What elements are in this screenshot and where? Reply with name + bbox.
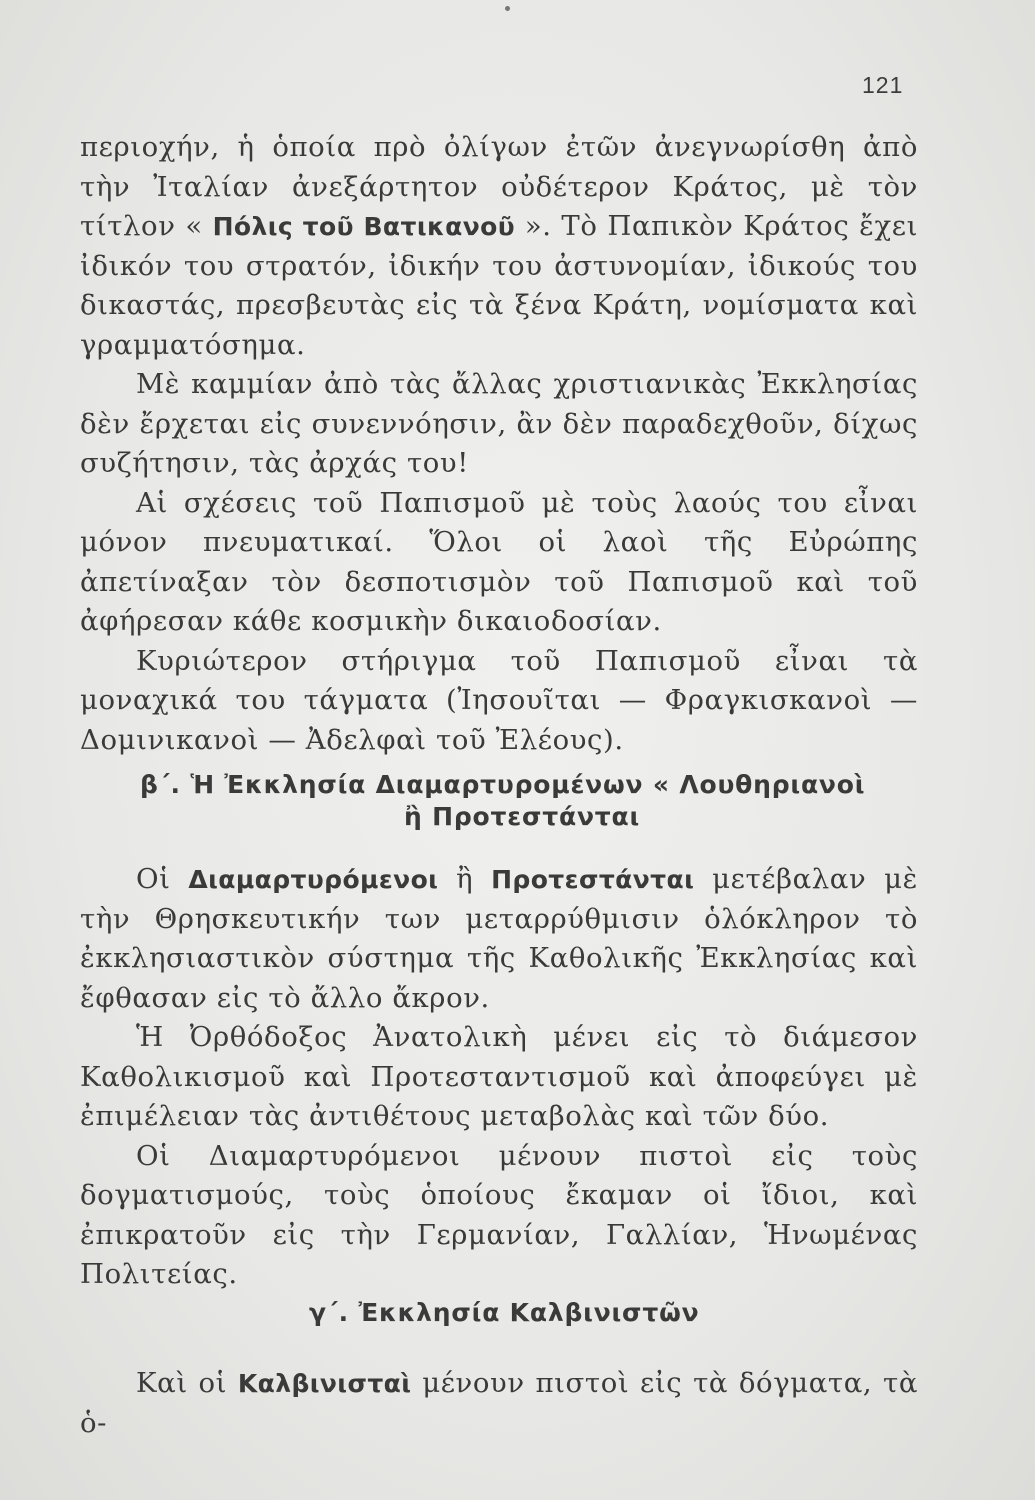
- paragraph-protestant-regions: Οἱ Διαμαρτυρόμενοι μένουν πιστοὶ εἰς τοὺς δογματισμούς, τοὺς ὁποίους ἔκαμαν οἱ ἴδιοι, καὶ ἐπικρατοῦν εἰς τὴν Γερμανίαν, Γαλλίαν, Ἡνωμένας Πολιτείας.: [80, 1139, 918, 1290]
- heading-protestants-line-2: ἢ Προτεστάνται: [404, 802, 641, 831]
- paragraph-protestant-reform: [80, 860, 918, 1018]
- vatican-city-title: Πόλις τοῦ Βατικανοῦ: [212, 212, 516, 241]
- text-block-protestants: [80, 860, 918, 1295]
- paragraph-vatican-state: [80, 128, 918, 365]
- paragraph-other-churches: Μὲ καμμίαν ἀπὸ τὰς ἄλλας χριστιανικὰς Ἐκκλησίας δὲν ἔρχεται εἰς συνεννόησιν, ἂν δὲν παραδεχθοῦν, δίχως συζήτησιν, τὰς ἀρχάς του!: [80, 368, 918, 479]
- heading-protestants-line-1: β΄. Ἡ Ἐκκλησία Διαμαρτυρομένων « Λουθηριανοὶ: [140, 770, 866, 799]
- heading-calvinists: γ΄. Ἐκκλησία Καλβινιστῶν: [309, 1298, 700, 1327]
- term-kalvinistai: Καλβινισταὶ: [237, 1369, 412, 1398]
- paragraph-monastic-orders: Κυριώτερον στήριγμα τοῦ Παπισμοῦ εἶναι τὰ μοναχικά του τάγματα (Ἰησουῖται — Φραγκισκανοὶ — Δομινικανοὶ — Ἀδελφαὶ τοῦ Ἐλέους).: [80, 644, 918, 756]
- paragraph-5-text-start: Οἱ: [136, 863, 189, 895]
- page-number: 121: [862, 72, 904, 98]
- paragraph-5-text-end: μετέβαλαν μὲ τὴν Θρησκευτικήν των μεταρρύθμισιν ὁλόκληρον τὸ ἐκκλησιαστικὸν σύστημα τῆς Καθολικῆς Ἐκκλησίας καὶ ἔφθασαν εἰς τὸ ἄλλο ἄκρον.: [80, 863, 918, 1014]
- text-block-upper: [80, 128, 918, 760]
- print-speck: [505, 6, 510, 11]
- paragraph-8-text-end: μένουν πιστοὶ εἰς τὰ δόγματα, τὰ ὁ-: [80, 1367, 919, 1439]
- paragraph-8-text-start: Καὶ οἱ: [136, 1367, 238, 1399]
- term-diamartyromenoi: Διαμαρτυρόμενοι: [188, 865, 439, 894]
- term-protestantai: Προτεστάνται: [491, 865, 695, 894]
- paragraph-orthodox-middle: Ἡ Ὀρθόδοξος Ἀνατολικὴ μένει εἰς τὸ διάμεσον Καθολικισμοῦ καὶ Προτεσταντισμοῦ καὶ ἀποφεύγει μὲ ἐπιμέλειαν τὰς ἀντιθέτους μεταβολὰς καὶ τῶν δύο.: [80, 1021, 918, 1132]
- paragraph-papacy-relations: Αἱ σχέσεις τοῦ Παπισμοῦ μὲ τοὺς λαούς του εἶναι μόνον πνευματικαί. Ὅλοι οἱ λαοὶ τῆς Εὐρώπης ἀπετίναξαν τὸν δεσποτισμὸν τοῦ Παπισμοῦ καὶ τοῦ ἀφήρεσαν κάθε κοσμικὴν δικαιοδοσίαν.: [80, 486, 918, 637]
- paragraph-calvinists: [80, 1364, 918, 1443]
- paragraph-1-text-start: περιοχήν, ἡ ὁποία πρὸ ὀλίγων ἐτῶν ἀνεγνωρίσθη ἀπὸ τὴν Ἰταλίαν ἀνεξάρτητον οὐδέτερον Κράτος, μὲ τὸν τίτλον «: [80, 131, 918, 242]
- text-block-calvinists: [80, 1364, 918, 1443]
- paragraph-1-text-end: ». Τὸ Παπικὸν Κράτος ἔχει ἰδικόν του στρατόν, ἰδικήν του ἀστυνομίαν, ἰδικούς του δικαστάς, πρεσβευτὰς εἰς τὰ ξένα Κράτη, νομίσματα καὶ γραμματόσημα.: [80, 210, 918, 361]
- paragraph-5-text-mid: ἢ: [438, 863, 492, 895]
